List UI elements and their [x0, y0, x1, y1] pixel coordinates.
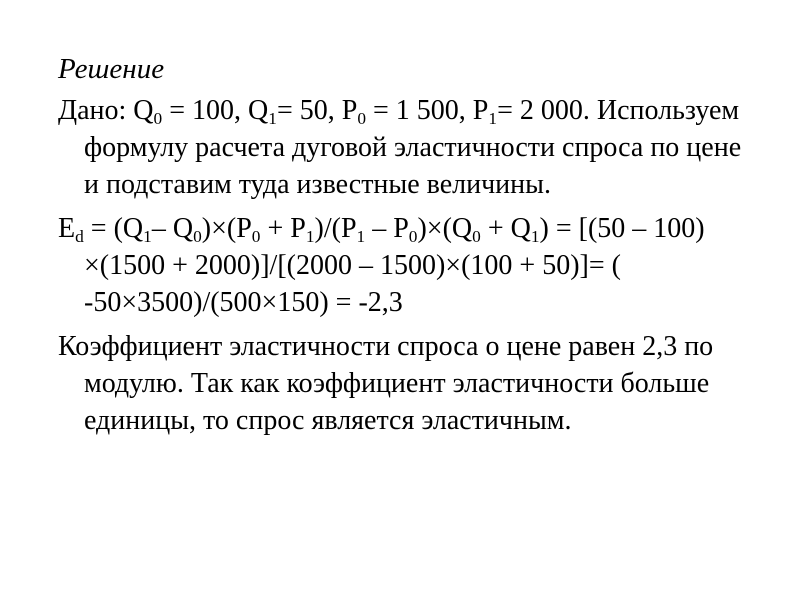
- conclusion-paragraph: Коэффициент эластичности спроса о цене равен 2,3 по модулю. Так как коэффициент эластичности больше единицы, то спрос является эластичным.: [58, 331, 714, 436]
- p1-subscript: 1: [488, 108, 498, 128]
- formula-part: )×(P: [201, 213, 252, 244]
- p0-value: = 1 500,: [366, 95, 473, 126]
- formula-part: + Q: [480, 213, 531, 244]
- elasticity-subscript: d: [75, 226, 84, 246]
- formula-subscript: 1: [143, 226, 152, 246]
- formula-subscript: 0: [193, 226, 202, 246]
- formula-paragraph: [58, 210, 758, 321]
- p1-symbol: P: [472, 95, 489, 126]
- formula-subscript: 1: [530, 226, 540, 246]
- formula-subscript: 0: [408, 226, 418, 246]
- given-prefix: Дано:: [58, 95, 134, 126]
- q0-subscript: 0: [153, 108, 163, 128]
- q0-value: = 100,: [162, 95, 249, 126]
- formula-part: = (Q: [83, 213, 144, 244]
- instruction-text: Используем формулу расчета дуговой эластичности спроса по цене и подставим туда известные величины.: [84, 95, 742, 200]
- formula-subscript: 1: [356, 226, 366, 246]
- p0-subscript: 0: [357, 108, 366, 128]
- q1-subscript: 1: [268, 108, 277, 128]
- formula-part: – P: [365, 213, 409, 244]
- formula-part: + P: [260, 213, 306, 244]
- formula-subscript: 0: [472, 226, 481, 246]
- formula-result: ) = [(50 – 100) ×(1500 + 2000)]/[(2000 – 1500)×(100 + 50)]= ( -50×3500)/(500×150) = -2,3: [84, 213, 705, 318]
- solution-heading: Решение: [58, 53, 165, 85]
- given-paragraph: [58, 92, 758, 203]
- formula-part: – Q: [151, 213, 194, 244]
- q1-value: = 50,: [276, 95, 342, 126]
- elasticity-symbol: E: [58, 213, 76, 244]
- formula-part: )×(Q: [417, 213, 473, 244]
- formula-subscript: 0: [251, 226, 261, 246]
- formula-subscript: 1: [305, 226, 315, 246]
- q1-symbol: Q: [248, 95, 269, 126]
- q0-symbol: Q: [133, 95, 154, 126]
- p1-value: = 2 000.: [497, 95, 590, 126]
- p0-symbol: P: [341, 95, 358, 126]
- formula-part: )/(P: [314, 213, 357, 244]
- solution-body: [58, 92, 758, 439]
